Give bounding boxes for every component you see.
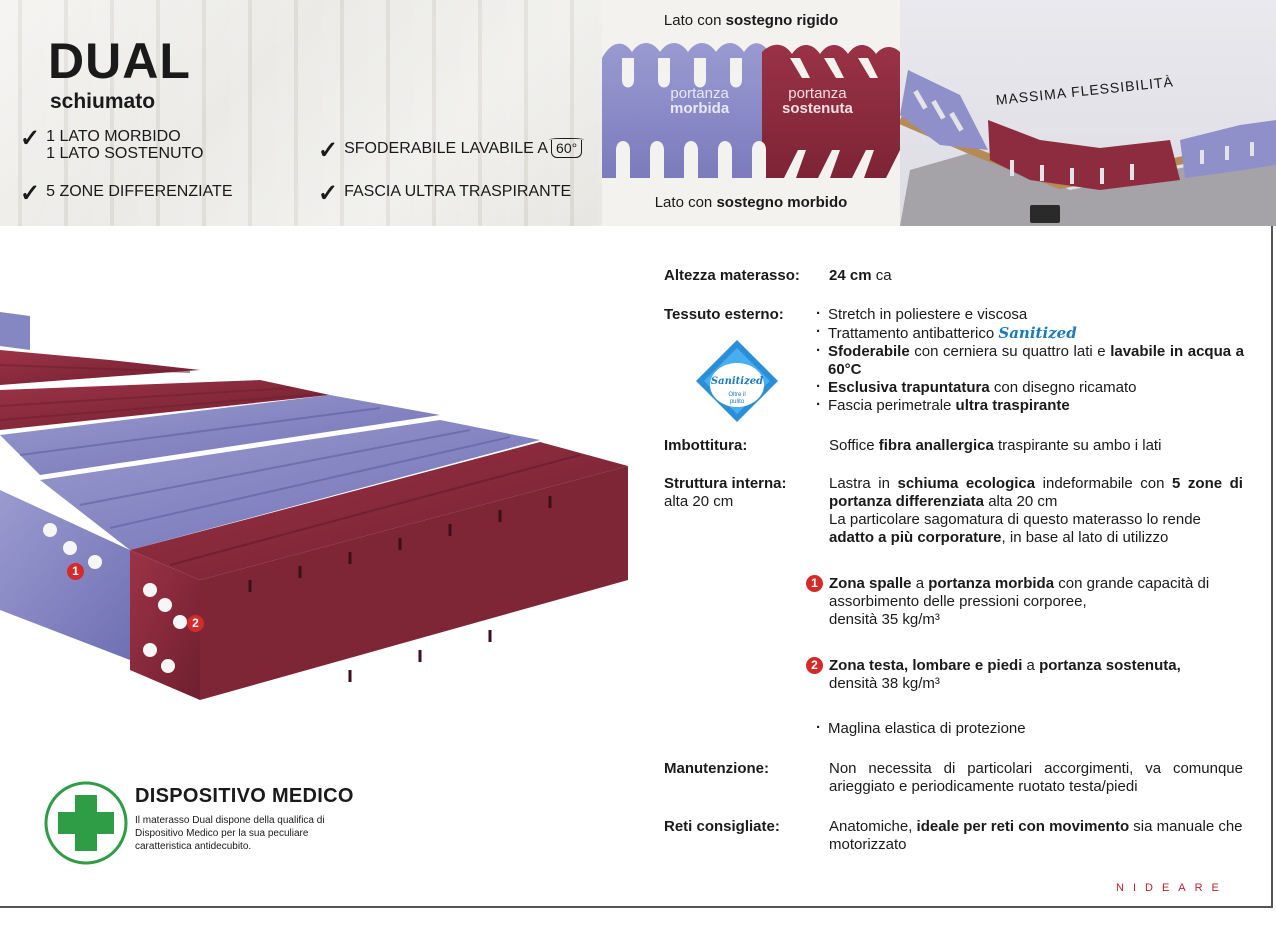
fabric-bullet: · Sfoderabile con cerniera su quattro lati e lavabile in acqua a 60°C — [816, 343, 1244, 379]
checkmark-icon: ✓ — [318, 180, 339, 207]
spec-value-padding: Soffice fibra anallergica traspirante su ambo i lati — [829, 437, 1162, 454]
product-subtitle: schiumato — [50, 90, 156, 113]
zone-1-badge: 1 — [806, 575, 823, 592]
zone-1-description: Zona spalle a portanza morbida con grande capacità di assorbimento delle pressioni corporee, densità 35 kg/m³ — [829, 575, 1210, 628]
sanitized-badge-icon: Sanitized Oltre il pulito — [694, 338, 780, 424]
spec-label-maintenance: Manutenzione: — [664, 760, 769, 777]
spec-value-nets: Anatomiche, ideale per reti con movimento sia manuale che motorizzato — [829, 818, 1243, 853]
brand-logo: NIDEARE — [1116, 882, 1228, 894]
spec-value-structure: Lastra in schiuma ecologica indeformabile con 5 zone di portanza differenziata alta 20 cm La particolare sagomatura di questo materasso lo rende adatto a più corporature, in base al lato di utilizzo — [829, 475, 1243, 546]
medical-cross-icon — [44, 781, 128, 865]
fabric-bullet: · Stretch in poliestere e viscosa — [816, 306, 1244, 324]
zone-2-description: Zona testa, lombare e piedi a portanza sostenuta, densità 38 kg/m³ — [829, 657, 1181, 692]
feature-item — [318, 180, 572, 207]
foam-cross-section-image — [602, 0, 900, 226]
fabric-bullet: · Trattamento antibatterico Sanitized — [816, 324, 1244, 343]
feature-text: 1 LATO MORBIDO 1 LATO SOSTENUTO — [46, 128, 204, 162]
checkmark-icon: ✓ — [318, 137, 339, 164]
feature-text: FASCIA ULTRA TRASPIRANTE — [344, 183, 572, 200]
checkmark-icon: ✓ — [20, 125, 41, 152]
foam-label-soft: portanza morbida — [670, 85, 730, 117]
wash-60-icon: 60° — [551, 140, 582, 158]
feature-item — [20, 125, 204, 162]
spec-label-fabric: Tessuto esterno: — [664, 306, 784, 323]
zone-2-marker: 2 — [187, 615, 204, 632]
spec-value-maintenance: Non necessita di particolari accorgimenti, va comunque arieggiato e periodicamente ruotato testa/piedi — [829, 760, 1243, 795]
product-title: DUAL — [48, 33, 191, 89]
spec-label-structure: Struttura interna: alta 20 cm — [664, 475, 787, 510]
feature-text: 5 ZONE DIFFERENZIATE — [46, 183, 233, 200]
medical-device-title: DISPOSITIVO MEDICO — [135, 785, 354, 807]
foam-section-panel — [602, 0, 900, 226]
feature-text: SFODERABILE LAVABILE A — [344, 140, 549, 157]
header-feature-panel — [0, 0, 602, 226]
flexibility-panel — [900, 0, 1276, 226]
fabric-bullet-list — [816, 306, 1244, 415]
side-top-caption: Lato con sostegno rigido — [663, 12, 839, 29]
side-bottom-caption: Lato con sostegno morbido — [654, 194, 848, 211]
flexible-bed-image — [900, 0, 1276, 226]
feature-item — [318, 137, 582, 164]
checkmark-icon: ✓ — [20, 180, 41, 207]
feature-item — [20, 180, 233, 207]
spec-label-padding: Imbottitura: — [664, 437, 748, 454]
fabric-bullet: · Fascia perimetrale ultra traspirante — [816, 397, 1244, 415]
medical-device-text: Il materasso Dual dispone della qualifica di Dispositivo Medico per la sua peculiare caratteristica antidecubito. — [135, 815, 325, 852]
spec-label-nets: Reti consigliate: — [664, 818, 780, 835]
zone-2-badge: 2 — [806, 657, 823, 674]
flexibility-caption: MASSIMA FLESSIBILITÀ — [995, 73, 1175, 108]
maglina-item: · Maglina elastica di protezione — [816, 720, 1244, 738]
foam-label-firm: portanza sostenuta — [782, 85, 853, 117]
mattress-image — [0, 230, 640, 790]
zone-1-marker: 1 — [67, 563, 84, 580]
spec-label-height: Altezza materasso: — [664, 267, 800, 284]
spec-value-height: 24 cm ca — [829, 267, 892, 284]
fabric-bullet: · Esclusiva trapuntatura con disegno ricamato — [816, 379, 1244, 397]
